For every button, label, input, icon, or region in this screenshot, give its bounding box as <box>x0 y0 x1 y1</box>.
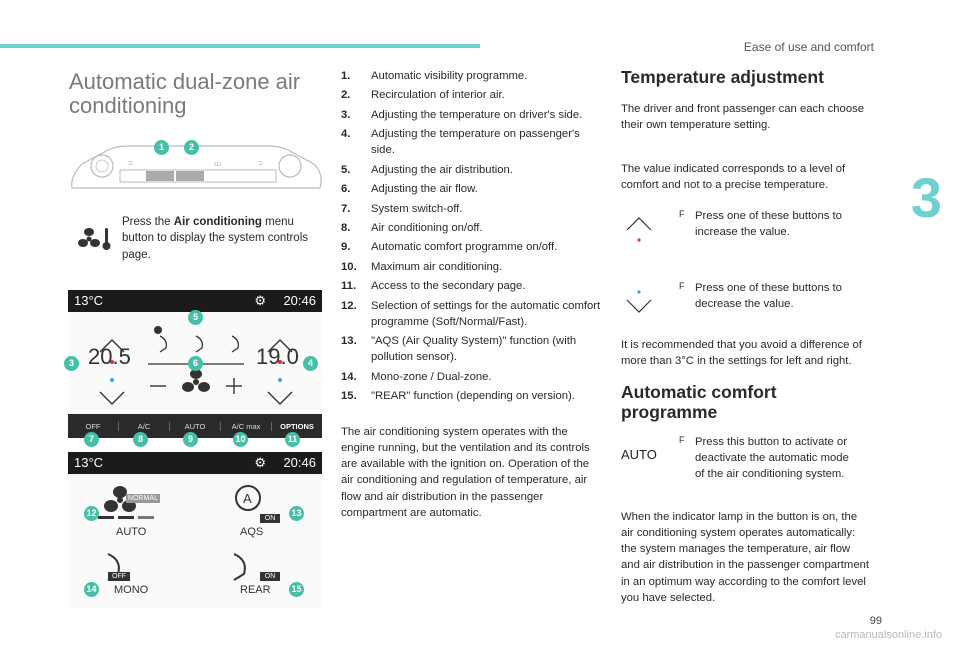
chevron-down-icon <box>621 280 657 320</box>
callout-9: 9 <box>183 432 198 447</box>
mono-label[interactable]: MONO <box>114 584 149 596</box>
list-item: 1. Automatic visibility programme. <box>341 70 528 82</box>
dashboard-panel-drawing <box>68 136 324 196</box>
list-item: 5. Adjusting the air distribution. <box>341 163 513 176</box>
list-item: 7. System switch-off. <box>341 202 463 215</box>
svg-text:⌗: ⌗ <box>258 158 264 168</box>
auto-label[interactable]: AUTO <box>116 526 147 538</box>
callout-3: 3 <box>64 356 79 371</box>
rear-on-badge: ON <box>260 572 280 581</box>
auto-comfort-heading: Automatic comfort programme <box>621 382 777 422</box>
section-header: Ease of use and comfort <box>743 40 874 54</box>
ac-button[interactable]: A/C <box>119 422 170 431</box>
list-item: 10. Maximum air conditioning. <box>341 260 503 273</box>
callout-4: 4 <box>303 356 318 371</box>
callout-8: 8 <box>133 432 148 447</box>
list-item: 9. Automatic comfort programme on/off. <box>341 241 558 254</box>
ac-max-button[interactable]: A/C max <box>221 422 272 431</box>
svg-text:⌗: ⌗ <box>128 158 134 168</box>
callout-15: 15 <box>289 582 304 597</box>
operation-paragraph: The air conditioning system operates with the engine running, but the ventilation and its controls are available with the ignition on. Operation of the air conditioning and regulation of temperature, air flow and air distribution in the passenger compartment are automatic. <box>341 426 590 519</box>
callout-11: 11 <box>285 432 300 447</box>
off-button[interactable]: OFF <box>68 422 119 431</box>
mono-off-badge: OFF <box>108 572 130 581</box>
list-item: 15. "REAR" function (depending on version). <box>341 390 575 402</box>
list-item: 4. Adjusting the temperature on passenger's side. <box>341 128 580 157</box>
rear-label[interactable]: REAR <box>240 584 271 596</box>
temperature-heading: Temperature adjustment <box>621 67 824 87</box>
chapter-number: 3 <box>910 166 942 229</box>
list-item: 12. Selection of settings for the automatic comfort programme (Soft/Normal/Fast). <box>341 299 601 328</box>
settings-icon-2[interactable]: ⚙ <box>254 455 266 470</box>
passenger-temperature-value: 19.0 <box>256 344 299 369</box>
page-number: 99 <box>869 615 882 627</box>
screen-status-bar <box>68 290 322 312</box>
list-item: 2. Recirculation of interior air. <box>341 89 505 102</box>
list-item: 14. Mono-zone / Dual-zone. <box>341 370 492 383</box>
outside-temperature: 13°C <box>74 293 104 308</box>
auto-button-icon: AUTO <box>621 447 657 462</box>
watermark: carmanualsonline.info <box>834 629 942 641</box>
svg-text:A: A <box>243 491 252 506</box>
increase-instruction: F Press one of these buttons to increase the value. <box>621 208 871 258</box>
driver-temperature-value: 20.5 <box>88 344 131 369</box>
clock: 20:46 <box>283 293 316 308</box>
secondary-controls-area <box>68 474 322 608</box>
aqs-label[interactable]: AQS <box>240 526 264 538</box>
list-item: 6. Adjusting the air flow. <box>341 183 478 196</box>
callout-14: 14 <box>84 582 99 597</box>
screen-status-bar-2 <box>68 452 322 474</box>
settings-icon[interactable]: ⚙ <box>254 293 266 308</box>
chevron-up-icon <box>621 208 657 248</box>
clock-2: 20:46 <box>283 455 316 470</box>
function-list <box>341 68 601 407</box>
page-title: Automatic dual-zone air conditioning <box>69 69 301 118</box>
callout-5: 5 <box>188 310 203 325</box>
temp-paragraph-1: The driver and front passenger can each choose their own temperature setting. <box>621 103 865 132</box>
callout-7: 7 <box>84 432 99 447</box>
list-item: 8. Air conditioning on/off. <box>341 221 483 234</box>
auto-button[interactable]: AUTO <box>170 422 221 431</box>
recommend-paragraph: It is recommended that you avoid a difference of more than 3°C in the settings for left and right. <box>621 339 862 368</box>
header-accent-bar <box>0 44 480 48</box>
aqs-on-badge: ON <box>260 514 280 523</box>
normal-badge: NORMAL <box>126 494 160 503</box>
callout-10: 10 <box>233 432 248 447</box>
svg-text:ꟺ: ꟺ <box>214 159 222 168</box>
outside-temperature-2: 13°C <box>74 455 104 470</box>
temp-paragraph-2: The value indicated corresponds to a level of comfort and not to a precise temperature. <box>621 163 846 192</box>
options-button[interactable]: OPTIONS <box>280 421 314 431</box>
list-item: 3. Adjusting the temperature on driver's side. <box>341 108 583 121</box>
list-item: 11. Access to the secondary page. <box>341 280 526 293</box>
list-item: 13. "AQS (Air Quality System)" function (with pollution sensor). <box>341 335 577 364</box>
callout-12: 12 <box>84 506 99 521</box>
auto-paragraph: When the indicator lamp in the button is on, the air conditioning system operates automatically: the system manages the temperature, air flow and air distribution in the passenger compartment in an optimum way according to the comfort level you have selected. <box>621 511 870 604</box>
callout-6: 6 <box>188 356 203 371</box>
menu-instruction-text: Press the Air conditioning menu button to display the system controls page. <box>122 216 309 261</box>
decrease-instruction: F Press one of these buttons to decrease the value. <box>621 280 871 330</box>
climate-screen-secondary <box>68 452 322 608</box>
callout-13: 13 <box>289 506 304 521</box>
fan-thermometer-icon <box>78 226 114 252</box>
auto-instruction: AUTO F Press this button to activate or deactivate the automatic mode of the air conditioning system. <box>621 435 849 481</box>
callout-1: 1 <box>154 140 169 155</box>
menu-instruction <box>78 214 328 262</box>
callout-2: 2 <box>184 140 199 155</box>
